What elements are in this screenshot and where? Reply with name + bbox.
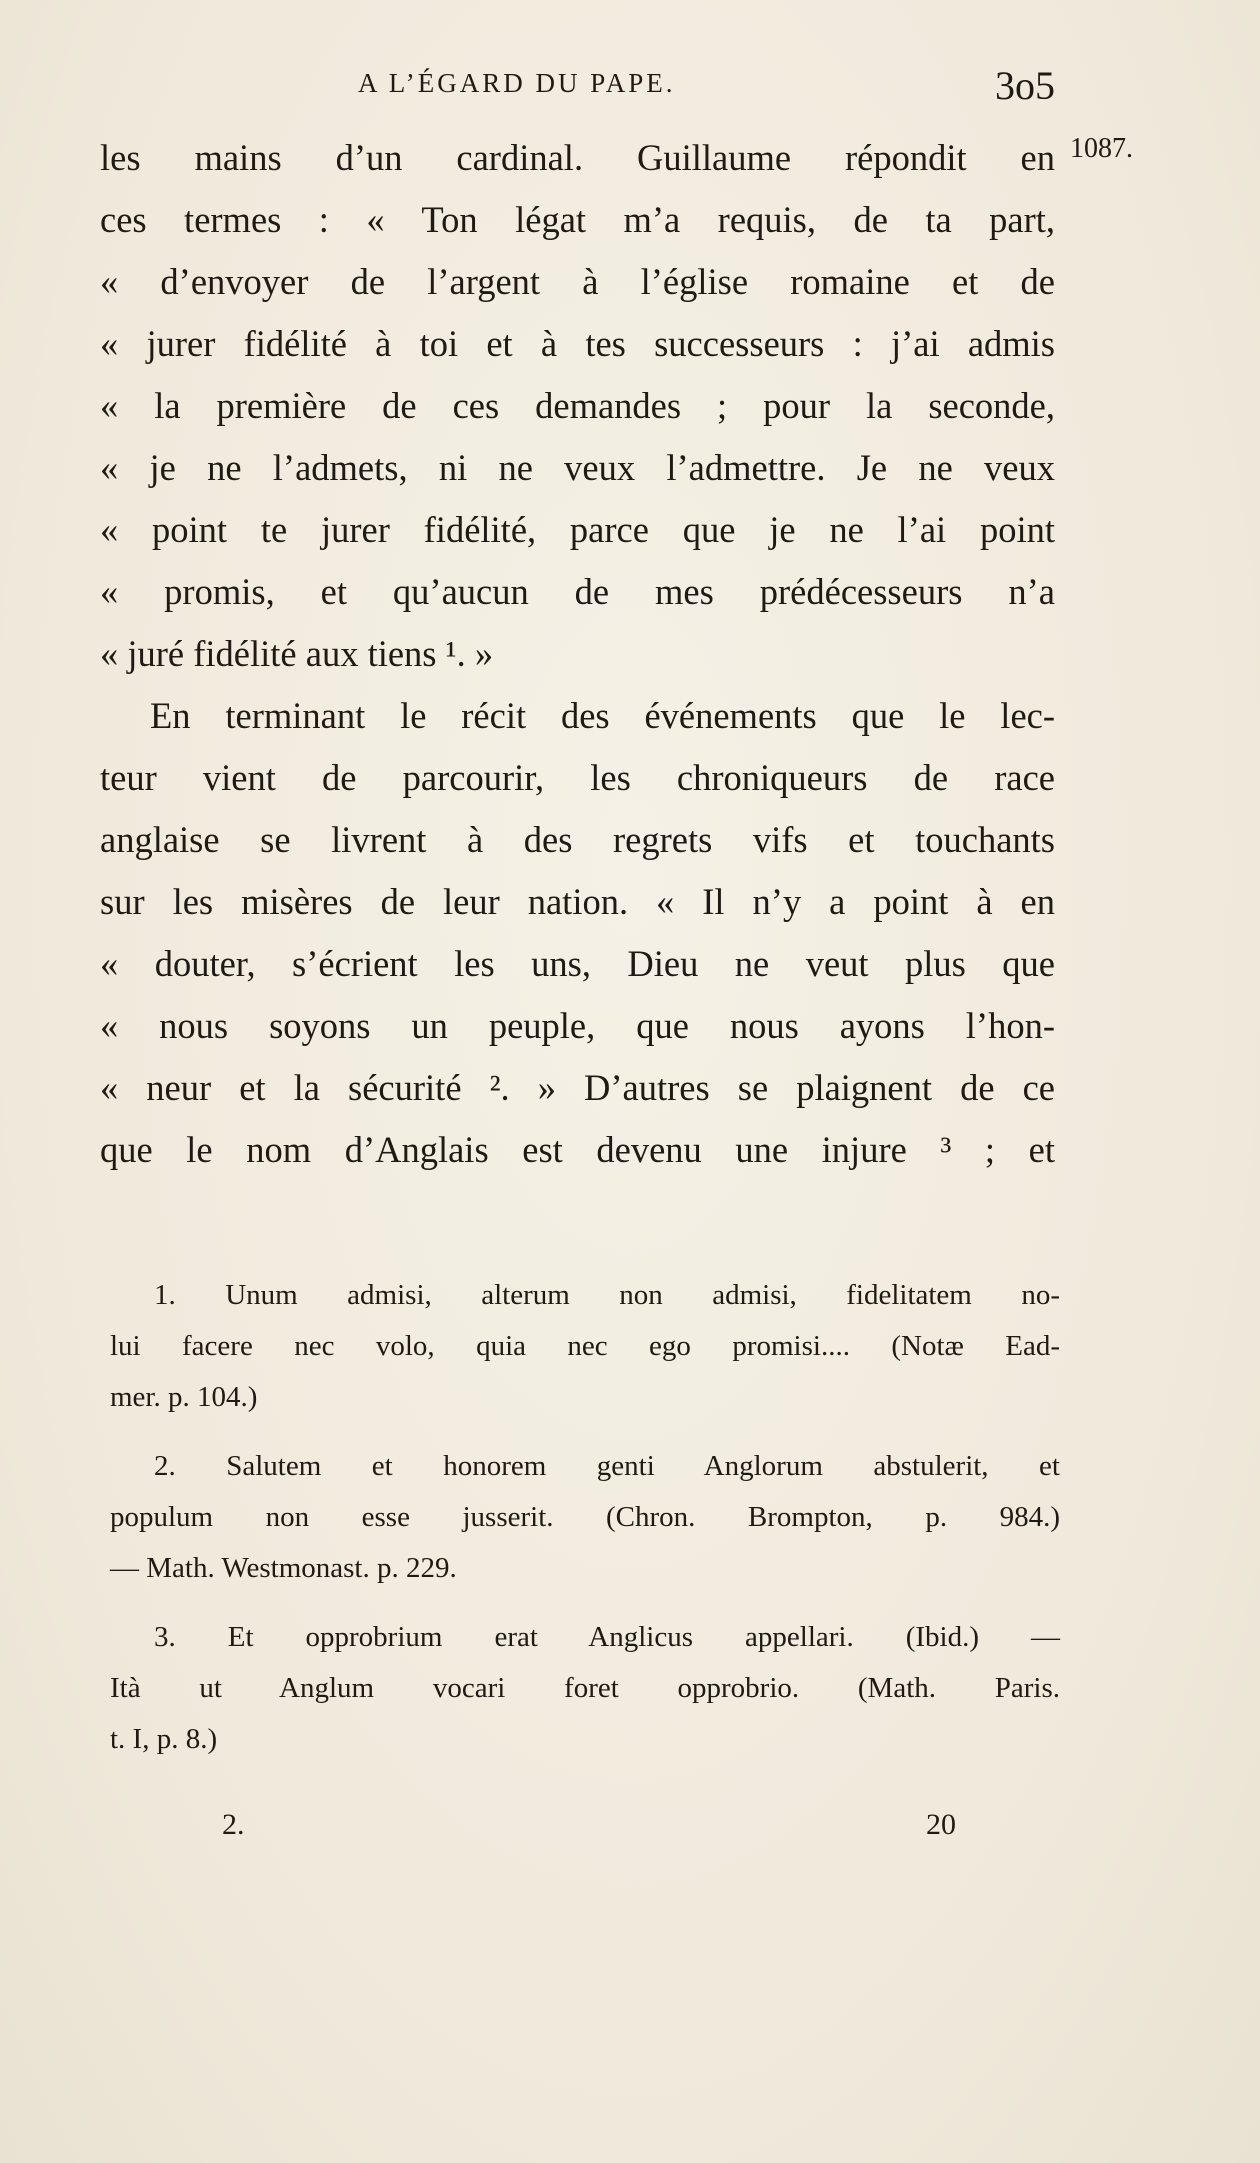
text-line: anglaise se livrent à des regrets vifs et touchants — [100, 819, 1055, 860]
running-title: A L’ÉGARD DU PAPE. — [358, 68, 676, 98]
footnotes — [110, 1270, 1060, 1765]
footnote-line: populum non esse jusserit. (Chron. Brompton, p. 984.) — [110, 1501, 1060, 1533]
margin-date: 1087. — [1070, 133, 1133, 164]
text-line: que le nom d’Anglais est devenu une injure ³ ; et — [100, 1129, 1055, 1170]
text-line: sur les misères de leur nation. « Il n’y a point à en — [100, 881, 1055, 922]
paragraph-start-line: En terminant le récit des événements que le lec- — [150, 695, 1055, 736]
footnote-line: Ità ut Anglum vocari foret opprobrio. (Math. Paris. — [110, 1672, 1060, 1704]
footnote-line: 1. Unum admisi, alterum non admisi, fidelitatem no- — [154, 1279, 1060, 1311]
footnote-1 — [110, 1270, 1060, 1423]
text-line: « douter, s’écrient les uns, Dieu ne veut plus que — [100, 943, 1055, 984]
text-line: ces termes : « Ton légat m’a requis, de ta part, — [100, 199, 1055, 240]
footnote-line: 3. Et opprobrium erat Anglicus appellari. (Ibid.) — — [154, 1621, 1060, 1653]
footnote-line: t. I, p. 8.) — [110, 1723, 218, 1755]
footnote-line: mer. p. 104.) — [110, 1381, 258, 1413]
body-text — [100, 127, 1055, 1181]
folio-mark: 20 — [926, 1808, 956, 1841]
text-line: « d’envoyer de l’argent à l’église romaine et de — [100, 261, 1055, 302]
text-line: « juré fidélité aux tiens ¹. » — [100, 633, 494, 674]
text-line: « je ne l’admets, ni ne veux l’admettre. Je ne veux — [100, 447, 1055, 488]
text-line: les mains d’un cardinal. Guillaume répondit en — [100, 137, 1055, 178]
page-number: 3o5 — [995, 63, 1055, 108]
text-line: « la première de ces demandes ; pour la seconde, — [100, 385, 1055, 426]
text-line: « jurer fidélité à toi et à tes successeurs : j’ai admis — [100, 323, 1055, 364]
text-line: « point te jurer fidélité, parce que je ne l’ai point — [100, 509, 1055, 550]
running-head — [100, 62, 1055, 112]
text-line: « neur et la sécurité ². » D’autres se plaignent de ce — [100, 1067, 1055, 1108]
footnote-line: — Math. Westmonast. p. 229. — [110, 1552, 457, 1584]
text-line: teur vient de parcourir, les chroniqueurs de race — [100, 757, 1055, 798]
text-line: « nous soyons un peuple, que nous ayons l’hon- — [100, 1005, 1055, 1046]
text-line: « promis, et qu’aucun de mes prédécesseurs n’a — [100, 571, 1055, 612]
footnote-line: lui facere nec volo, quia nec ego promisi.... (Notæ Ead- — [110, 1330, 1060, 1362]
footnote-2 — [110, 1441, 1060, 1594]
footnote-line: 2. Salutem et honorem genti Anglorum abstulerit, et — [154, 1450, 1060, 1482]
footnote-3 — [110, 1612, 1060, 1765]
signature-mark: 2. — [222, 1808, 245, 1841]
